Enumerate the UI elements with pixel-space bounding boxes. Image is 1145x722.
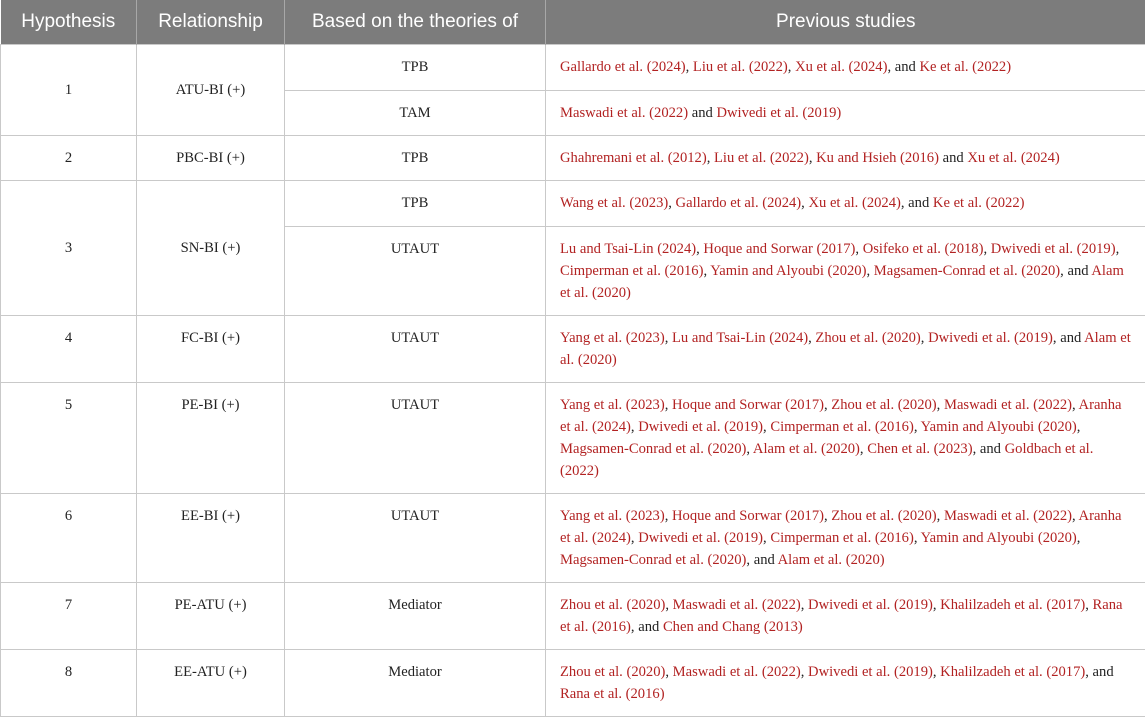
reference-link[interactable]: Lu and Tsai-Lin (2024) bbox=[672, 330, 809, 346]
separator-text: , and bbox=[1060, 263, 1092, 279]
reference-link[interactable]: Chen and Chang (2013) bbox=[662, 619, 803, 635]
separator-text: and bbox=[688, 105, 717, 121]
cell-previous-studies bbox=[546, 316, 1145, 383]
reference-link[interactable]: Yamin and Alyoubi (2020) bbox=[920, 530, 1077, 546]
table-row bbox=[1, 45, 1145, 91]
table-row bbox=[1, 650, 1145, 717]
cell-previous-studies bbox=[546, 383, 1145, 494]
cell-relationship: PE-BI (+) bbox=[137, 383, 285, 494]
separator-text: , and bbox=[1052, 330, 1085, 346]
cell-hypothesis: 6 bbox=[1, 494, 137, 583]
reference-link[interactable]: Ke et al. (2022) bbox=[919, 59, 1012, 75]
cell-hypothesis: 4 bbox=[1, 316, 137, 383]
separator-text: , bbox=[859, 441, 868, 457]
reference-link[interactable]: Hoque and Sorwar (2017) bbox=[703, 241, 856, 257]
cell-relationship: ATU-BI (+) bbox=[137, 45, 285, 136]
cell-theory: UTAUT bbox=[285, 383, 546, 494]
separator-text: , bbox=[630, 530, 639, 546]
table-row bbox=[1, 181, 1145, 227]
separator-text: , bbox=[936, 397, 944, 413]
separator-text: , bbox=[913, 419, 921, 435]
separator-text: , bbox=[932, 664, 941, 680]
cell-relationship: PBC-BI (+) bbox=[137, 136, 285, 181]
reference-link[interactable]: Magsamen-Conrad et al. (2020) bbox=[873, 263, 1061, 279]
reference-link[interactable]: Maswadi et al. (2022) bbox=[672, 597, 801, 613]
reference-link[interactable]: Yang et al. (2023) bbox=[560, 330, 665, 346]
reference-link[interactable]: Dwivedi et al. (2019) bbox=[808, 597, 933, 613]
reference-link[interactable]: Ku and Hsieh (2016) bbox=[816, 150, 939, 166]
header-theories: Based on the theories of bbox=[285, 0, 546, 45]
separator-text: , bbox=[1115, 241, 1120, 257]
separator-text: , bbox=[664, 397, 673, 413]
reference-link[interactable]: Dwivedi et al. (2019) bbox=[928, 330, 1053, 346]
separator-text: , bbox=[800, 597, 809, 613]
cell-theory: UTAUT bbox=[285, 494, 546, 583]
separator-text: , bbox=[696, 241, 704, 257]
separator-text: , bbox=[808, 150, 817, 166]
separator-text: , bbox=[800, 664, 809, 680]
header-row bbox=[1, 0, 1145, 45]
table-row bbox=[1, 583, 1145, 650]
reference-link[interactable]: Maswadi et al. (2022) bbox=[672, 664, 801, 680]
reference-link[interactable]: Xu et al. (2024) bbox=[808, 195, 901, 211]
cell-theory: UTAUT bbox=[285, 316, 546, 383]
cell-hypothesis: 2 bbox=[1, 136, 137, 181]
reference-link[interactable]: Aranha et al. (2024) bbox=[560, 397, 1122, 435]
cell-theory: TAM bbox=[285, 91, 546, 136]
reference-link[interactable]: Aranha et al. (2024) bbox=[560, 508, 1122, 546]
separator-text: , bbox=[664, 508, 673, 524]
cell-previous-studies bbox=[546, 650, 1145, 717]
reference-link[interactable]: Lu and Tsai-Lin (2024) bbox=[560, 241, 697, 257]
separator-text: , and bbox=[746, 552, 778, 568]
separator-text: , and bbox=[972, 441, 1005, 457]
separator-text: , bbox=[866, 263, 874, 279]
separator-text: , bbox=[1076, 530, 1081, 546]
separator-text: , bbox=[630, 419, 639, 435]
reference-link[interactable]: Cimperman et al. (2016) bbox=[770, 530, 914, 546]
separator-text: , bbox=[787, 59, 796, 75]
separator-text: , bbox=[703, 263, 711, 279]
separator-text: , bbox=[664, 330, 673, 346]
cell-relationship: PE-ATU (+) bbox=[137, 583, 285, 650]
separator-text: , bbox=[1072, 397, 1079, 413]
header-relationship: Relationship bbox=[137, 0, 285, 45]
cell-relationship: SN-BI (+) bbox=[137, 181, 285, 316]
separator-text: , bbox=[665, 664, 673, 680]
separator-text: , bbox=[746, 441, 753, 457]
separator-text: , bbox=[932, 597, 941, 613]
reference-link[interactable]: Zhou et al. (2020) bbox=[560, 664, 666, 680]
cell-theory: Mediator bbox=[285, 650, 546, 717]
reference-link[interactable]: Alam et al. (2020) bbox=[752, 441, 860, 457]
reference-link[interactable]: Gallardo et al. (2024) bbox=[560, 59, 686, 75]
reference-link[interactable]: Zhou et al. (2020) bbox=[560, 597, 666, 613]
reference-link[interactable]: Dwivedi et al. (2019) bbox=[990, 241, 1116, 257]
cell-theory: UTAUT bbox=[285, 227, 546, 316]
separator-text: , and bbox=[887, 59, 920, 75]
separator-text: , bbox=[920, 330, 929, 346]
separator-text: , bbox=[824, 508, 832, 524]
cell-relationship: FC-BI (+) bbox=[137, 316, 285, 383]
reference-link[interactable]: Dwivedi et al. (2019) bbox=[808, 664, 933, 680]
cell-relationship: EE-BI (+) bbox=[137, 494, 285, 583]
cell-previous-studies bbox=[546, 227, 1145, 316]
reference-link[interactable]: Cimperman et al. (2016) bbox=[560, 263, 704, 279]
separator-text: , bbox=[1072, 508, 1079, 524]
table-row bbox=[1, 316, 1145, 383]
table-row bbox=[1, 136, 1145, 181]
reference-link[interactable]: Dwivedi et al. (2019) bbox=[638, 419, 764, 435]
cell-previous-studies bbox=[546, 583, 1145, 650]
cell-previous-studies bbox=[546, 91, 1145, 136]
separator-text: , bbox=[665, 597, 673, 613]
reference-link[interactable]: Wang et al. (2023) bbox=[560, 195, 669, 211]
reference-link[interactable]: Maswadi et al. (2022) bbox=[943, 508, 1073, 524]
cell-relationship: EE-ATU (+) bbox=[137, 650, 285, 717]
table-body bbox=[1, 45, 1145, 717]
separator-text: , and bbox=[630, 619, 663, 635]
cell-theory: TPB bbox=[285, 136, 546, 181]
reference-link[interactable]: Zhou et al. (2020) bbox=[831, 397, 937, 413]
cell-hypothesis: 5 bbox=[1, 383, 137, 494]
separator-text: , bbox=[668, 195, 676, 211]
separator-text: , bbox=[801, 195, 809, 211]
separator-text: , bbox=[706, 150, 714, 166]
reference-link[interactable]: Alam et al. (2020) bbox=[560, 263, 1124, 301]
reference-link[interactable]: Dwivedi et al. (2019) bbox=[638, 530, 764, 546]
separator-text: , bbox=[808, 330, 816, 346]
reference-link[interactable]: Alam et al. (2020) bbox=[560, 330, 1131, 368]
reference-link[interactable]: Xu et al. (2024) bbox=[795, 59, 888, 75]
reference-link[interactable]: Ghahremani et al. (2012) bbox=[560, 150, 707, 166]
separator-text: , bbox=[983, 241, 991, 257]
reference-link[interactable]: Rana et al. (2016) bbox=[560, 597, 1123, 635]
separator-text: , and bbox=[1085, 664, 1114, 680]
reference-link[interactable]: Yang et al. (2023) bbox=[560, 397, 665, 413]
reference-link[interactable]: Maswadi et al. (2022) bbox=[560, 105, 689, 121]
separator-text: , bbox=[763, 530, 771, 546]
reference-link[interactable]: Yamin and Alyoubi (2020) bbox=[920, 419, 1077, 435]
reference-link[interactable]: Yang et al. (2023) bbox=[560, 508, 665, 524]
cell-hypothesis: 1 bbox=[1, 45, 137, 136]
cell-previous-studies bbox=[546, 136, 1145, 181]
cell-hypothesis: 8 bbox=[1, 650, 137, 717]
header-hypothesis: Hypothesis bbox=[1, 0, 137, 45]
cell-previous-studies bbox=[546, 181, 1145, 227]
reference-link[interactable]: Ke et al. (2022) bbox=[932, 195, 1025, 211]
reference-link[interactable]: Magsamen-Conrad et al. (2020) bbox=[560, 441, 747, 457]
separator-text: , bbox=[763, 419, 771, 435]
separator-text: , bbox=[936, 508, 944, 524]
reference-link[interactable]: Goldbach et al. (2022) bbox=[560, 441, 1094, 479]
cell-theory: TPB bbox=[285, 181, 546, 227]
reference-link[interactable]: Maswadi et al. (2022) bbox=[943, 397, 1073, 413]
reference-link[interactable]: Hoque and Sorwar (2017) bbox=[672, 508, 824, 524]
reference-link[interactable]: Osifeko et al. (2018) bbox=[862, 241, 984, 257]
reference-link[interactable]: Gallardo et al. (2024) bbox=[675, 195, 802, 211]
separator-text: , bbox=[1085, 597, 1093, 613]
reference-link[interactable]: Chen et al. (2023) bbox=[867, 441, 973, 457]
reference-link[interactable]: Khalilzadeh et al. (2017) bbox=[940, 597, 1086, 613]
cell-theory: TPB bbox=[285, 45, 546, 91]
separator-text: , bbox=[913, 530, 921, 546]
separator-text: and bbox=[938, 150, 968, 166]
table-row bbox=[1, 494, 1145, 583]
reference-link[interactable]: Xu et al. (2024) bbox=[967, 150, 1060, 166]
separator-text: , bbox=[824, 397, 832, 413]
reference-link[interactable]: Alam et al. (2020) bbox=[777, 552, 885, 568]
reference-link[interactable]: Liu et al. (2022) bbox=[714, 150, 809, 166]
reference-link[interactable]: Zhou et al. (2020) bbox=[815, 330, 921, 346]
reference-link[interactable]: Dwivedi et al. (2019) bbox=[716, 105, 842, 121]
reference-link[interactable]: Zhou et al. (2020) bbox=[831, 508, 937, 524]
reference-link[interactable]: Yamin and Alyoubi (2020) bbox=[710, 263, 867, 279]
cell-theory: Mediator bbox=[285, 583, 546, 650]
separator-text: , bbox=[685, 59, 693, 75]
reference-link[interactable]: Cimperman et al. (2016) bbox=[770, 419, 914, 435]
cell-hypothesis: 3 bbox=[1, 181, 137, 316]
reference-link[interactable]: Khalilzadeh et al. (2017) bbox=[940, 664, 1086, 680]
reference-link[interactable]: Liu et al. (2022) bbox=[692, 59, 788, 75]
separator-text: , bbox=[855, 241, 863, 257]
separator-text: , bbox=[1076, 419, 1081, 435]
reference-link[interactable]: Magsamen-Conrad et al. (2020) bbox=[560, 552, 747, 568]
cell-hypothesis: 7 bbox=[1, 583, 137, 650]
cell-previous-studies bbox=[546, 45, 1145, 91]
cell-previous-studies bbox=[546, 494, 1145, 583]
header-previous-studies: Previous studies bbox=[546, 0, 1145, 45]
table-row bbox=[1, 383, 1145, 494]
table-header bbox=[1, 0, 1145, 45]
reference-link[interactable]: Rana et al. (2016) bbox=[560, 686, 665, 702]
separator-text: , and bbox=[900, 195, 933, 211]
reference-link[interactable]: Hoque and Sorwar (2017) bbox=[672, 397, 824, 413]
